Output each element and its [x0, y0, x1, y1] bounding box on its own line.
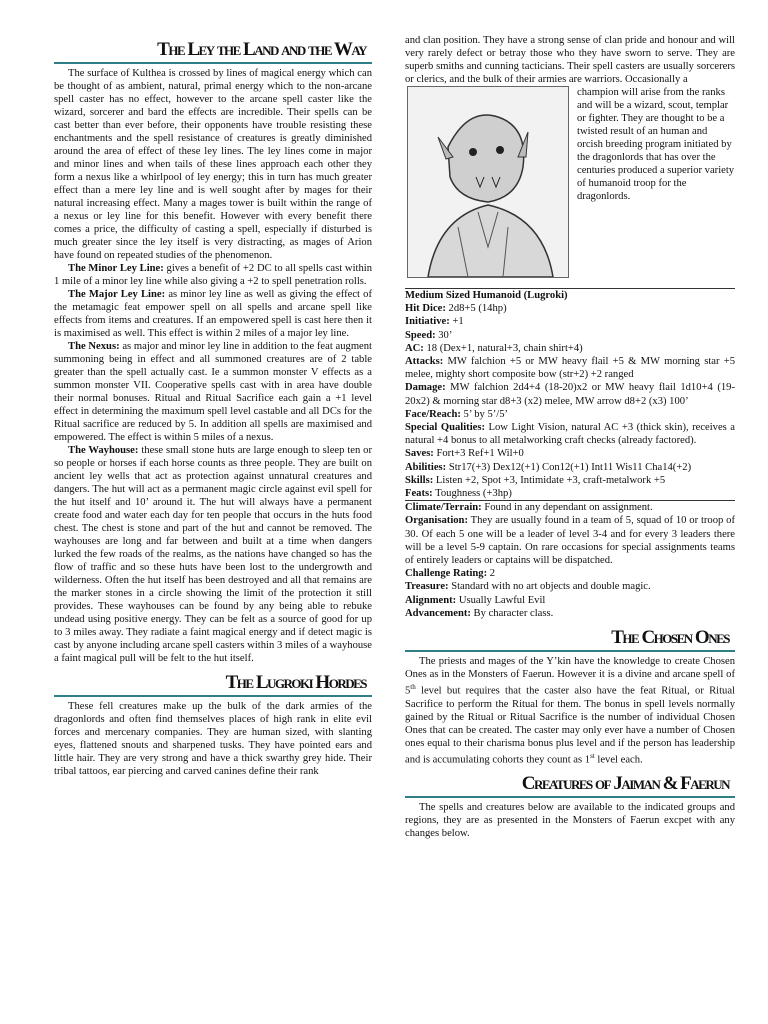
lugroki-wrap-paragraph: champion will arise from the ranks and will be a wizard, scout, templar or fighter. They are thought to be a twisted result of an human and orcish breeding program initiated by the dragonlords that has over the centuries produced a superior variety of humanoid troop for the dragonlords. [577, 87, 735, 202]
major-ley-paragraph [54, 288, 372, 340]
stat-label: Climate/Terrain: [405, 502, 482, 514]
minor-ley-text: gives a benefit of +2 DC to all spells cast within 1 mile of a minor ley line while also giving a +2 to spell penetration rolls. [54, 263, 372, 287]
chosen-paragraph [405, 655, 735, 766]
stat-line [405, 447, 735, 460]
left-column [54, 0, 372, 778]
lugroki-paragraph: These fell creatures make up the bulk of the dark armies of the dragonlords and often find themselves places of high rank in elite evil forces and mercenary companies. They are human sized, with slanting eyes, flattened snouts and sharpened tusks. They have pointed ears and little hair. They are very strong and have a thick swarthy grey hide. Their tribal tattoos, ear piercing and carved canines define their rank [54, 701, 372, 777]
stat-label: Special Qualities: [405, 422, 485, 434]
stat-value: +1 [449, 316, 464, 328]
lugroki-warrior-illustration [407, 86, 569, 278]
heading-lugroki: The Lugroki Hordes [225, 672, 366, 693]
stat-value: Low Light Vision, natural AC +3 (thick skin), receives a natural +4 bonus to all metalworking craft checks (already factored). [405, 422, 735, 447]
stat-block [405, 288, 735, 501]
stat-label: AC: [405, 342, 424, 354]
stat-block-extra [405, 501, 735, 620]
major-ley-title: The Major Ley Line: [68, 289, 166, 300]
stat-label: Feats: [405, 488, 433, 500]
stat-line [405, 607, 735, 620]
stat-value: 2d8+5 (14hp) [445, 303, 507, 315]
stat-label: Face/Reach: [405, 408, 461, 420]
heading-creatures: Creatures of Jaiman & Faerun [521, 773, 729, 795]
heading-ley: The Ley the Land and the Way [157, 39, 366, 60]
heading-rule [405, 650, 735, 652]
stat-label: Advancement: [405, 607, 471, 619]
stat-line [405, 567, 735, 580]
minor-ley-title: The Minor Ley Line: [68, 263, 164, 274]
heading-rule [405, 796, 735, 798]
stat-value: Listen +2, Spot +3, Intimidate +3, craft-metalwork +5 [433, 474, 666, 486]
stat-line [405, 580, 735, 593]
chosen-text-c: level each. [594, 754, 643, 766]
stat-line [405, 342, 735, 355]
stat-line [405, 381, 735, 407]
stat-value: 30’ [435, 329, 453, 341]
stat-label: Medium Sized Humanoid (Lugroki) [405, 290, 568, 301]
stat-value: Str17(+3) Dex12(+1) Con12(+1) Int11 Wis11 Cha14(+2) [446, 461, 692, 473]
stat-value: Fort+3 Ref+1 Wil+0 [433, 448, 524, 460]
heading-rule [54, 695, 372, 697]
stat-label: Speed: [405, 329, 436, 341]
wayhouse-text: these small stone huts are large enough to sleep ten or so people or horses if each horse counts as three people. They are built on ancient ley wells that act as protection against unnatural creatures and dangers. The hut will act as a permanent magic circle against evil spell for the hut itself and 10’ around it. The hut will always have a permanent create food and water each day for ten people that occurs in the huts food chest. The chest is stone and part of the hut and cannot be removed. The wayhouses are long and far between and built at a time when dangers lurked the few roads of the realms, as the nations have changed so has the flow of traffic and so these huts have been lost to the undergrowth and wilderness. Often the hut itself has been destroyed and all that remains are the marker stones in a circle showing the limit of the protection it still provides. These wayhouses can be found by any being able to rebuke undead using positive energy. They can be felt as a source of good for up to 3 miles away. They radiate a faint magical energy and if detect magic is cast by anyone including arcane spell casters within 3 miles of a wayhouse a faint magical pull will be felt to the hut itself. [54, 445, 373, 664]
lugroki-continued-paragraph: and clan position. They have a strong sense of clan pride and honour and will very rarely defect or betray those who they have sworn to serve. They are superb smiths and cunning tacticians. Their spell casters are usually sorcerers or clerics, and the bulk of their armies are warriors. Occasionally a [405, 35, 735, 85]
major-ley-text: as minor ley line as well as giving the effect of the metamagic feat empower spell on all spells and arcane spell like effects from items and creatures. If an empowered spell is cast here then it is maximised as well. This effect is within 2 miles of a major ley line. [54, 289, 372, 339]
stat-line [405, 501, 735, 514]
stat-line [405, 355, 735, 381]
right-column [405, 0, 735, 840]
stat-line [405, 421, 735, 447]
chosen-text-a: The priests and mages of the Y’kin have the knowledge to create Chosen Ones as in the Monsters of Faerun. However it is a divine and arcane spell of 5 [405, 656, 735, 697]
stat-label: Treasure: [405, 581, 449, 593]
nexus-text: as major and minor ley line in addition to the feat augment summoning being in effect and all summoned creatures are of 2 table greater than the spell actually cast. Ie a summon monster V effects as a summon monster VII. Cooperative spells cast with in area have double their normal bonuses. Ritual and Ritual Sacrifice each gain a +1 level effect in determining the maximum spell level castable and all DCs for the Ritual sacrifice are reduced by 5. In addition all spells are maximised and empowered. The effect is within 5 miles of a nexus. [54, 341, 373, 443]
stat-line [405, 594, 735, 607]
stat-line [405, 514, 735, 567]
nexus-paragraph [54, 340, 372, 444]
chosen-sup-1: th [410, 683, 416, 692]
minor-ley-paragraph [54, 262, 372, 288]
stat-value: Usually Lawful Evil [456, 594, 546, 606]
chosen-text-b: level but requires that the caster also have the feat Ritual, or Ritual Sacrifice to perform the Ritual for them. The bonus in spell levels normally gained by the Ritual or Ritual Sacrifice is the number of individual Chosen Ones that can be created. The caster may only ever have a number of Chosen ones equal to their charisma bonus plus level and if the person has leadership and is accumulating cohorts they count as 1 [405, 685, 735, 766]
intro-paragraph: The surface of Kulthea is crossed by lines of magical energy which can be thought of as ambient, natural, primal energy which to the non-arcane spell caster has no effect, however to the arcane spell caster like the wizard, sorcerer and bard the effects are incredible. Their spells can be cast better than ever before, their opponents have trouble resisting these enchantments and the spell resistance of creatures is greatly diminished around the area of effect of these ley lines. The ley lines come in major and minor lines and when tails of these lines approach each other they form a nexus like a whirlpool of ley energy; this in turn has much greater effect than a mere ley line and is well sought after by mages for their natural increasing effect. Many a mages tower is built within the range of a nexus or ley line for this benefit. However with every benefit there comes a price, the difficulty of casting a spell, especially if disturbed is much greater since the ley itself is very distracting, as mages of Arion have found on repeated studies of the phenomenon. [54, 68, 372, 261]
stat-line [405, 487, 735, 500]
stat-line [405, 474, 735, 487]
nexus-title: The Nexus: [68, 341, 120, 352]
stat-value: By character class. [470, 607, 554, 619]
stat-line [405, 461, 735, 474]
stat-label: Damage: [405, 382, 446, 394]
stat-line [405, 329, 735, 342]
heading-rule [54, 62, 372, 64]
wayhouse-title: The Wayhouse: [68, 445, 139, 456]
stat-line [405, 408, 735, 421]
stat-value: MW falchion 2d4+4 (18-20)x2 or MW heavy flail 1d10+4 (19-20x2) & morning star d8+3 (x2) melee, MW arrow d8+2 (x3) 100’ [405, 382, 735, 407]
stat-label: Organisation: [405, 515, 468, 527]
stat-label: Attacks: [405, 356, 444, 368]
stat-value: Standard with no art objects and double magic. [448, 581, 651, 593]
chosen-sup-2: st [590, 751, 595, 760]
lugroki-illustration-svg [408, 87, 568, 277]
stat-label: Skills: [405, 474, 434, 486]
stat-value: 2 [487, 568, 496, 580]
stat-value: 5’ by 5’/5’ [460, 408, 509, 420]
wayhouse-paragraph [54, 444, 372, 665]
creatures-paragraph: The spells and creatures below are available to the indicated groups and regions, they are as presented in the Monsters of Faerun excpet with any changes below. [405, 802, 735, 840]
stat-line [405, 289, 735, 302]
stat-value: MW falchion +5 or MW heavy flail +5 & MW morning star +5 melee, mighty short composite bow (str+2) +2 ranged [405, 356, 735, 381]
stat-line [405, 315, 735, 328]
stat-label: Abilities: [405, 461, 447, 473]
stat-label: Challenge Rating: [405, 568, 488, 580]
stat-value: Toughness (+3hp) [432, 488, 512, 500]
stat-line [405, 302, 735, 315]
stat-label: Saves: [405, 448, 434, 460]
stat-label: Alignment: [405, 594, 457, 606]
heading-chosen: The Chosen Ones [611, 627, 729, 649]
stat-value: They are usually found in a team of 5, squad of 10 or troop of 30. Of each 5 one will be a leader of level 3-4 and for every 3 leaders there will be a level 5-9 captain. On rare occasions for special assignments teams of entirely leaders or captains will be dispatched. [405, 515, 735, 567]
stat-value: Found in any dependant on assignment. [481, 502, 653, 514]
stat-label: Hit Dice: [405, 303, 446, 315]
stat-value: 18 (Dex+1, natural+3, chain shirt+4) [423, 342, 583, 354]
stat-label: Initiative: [405, 316, 450, 328]
